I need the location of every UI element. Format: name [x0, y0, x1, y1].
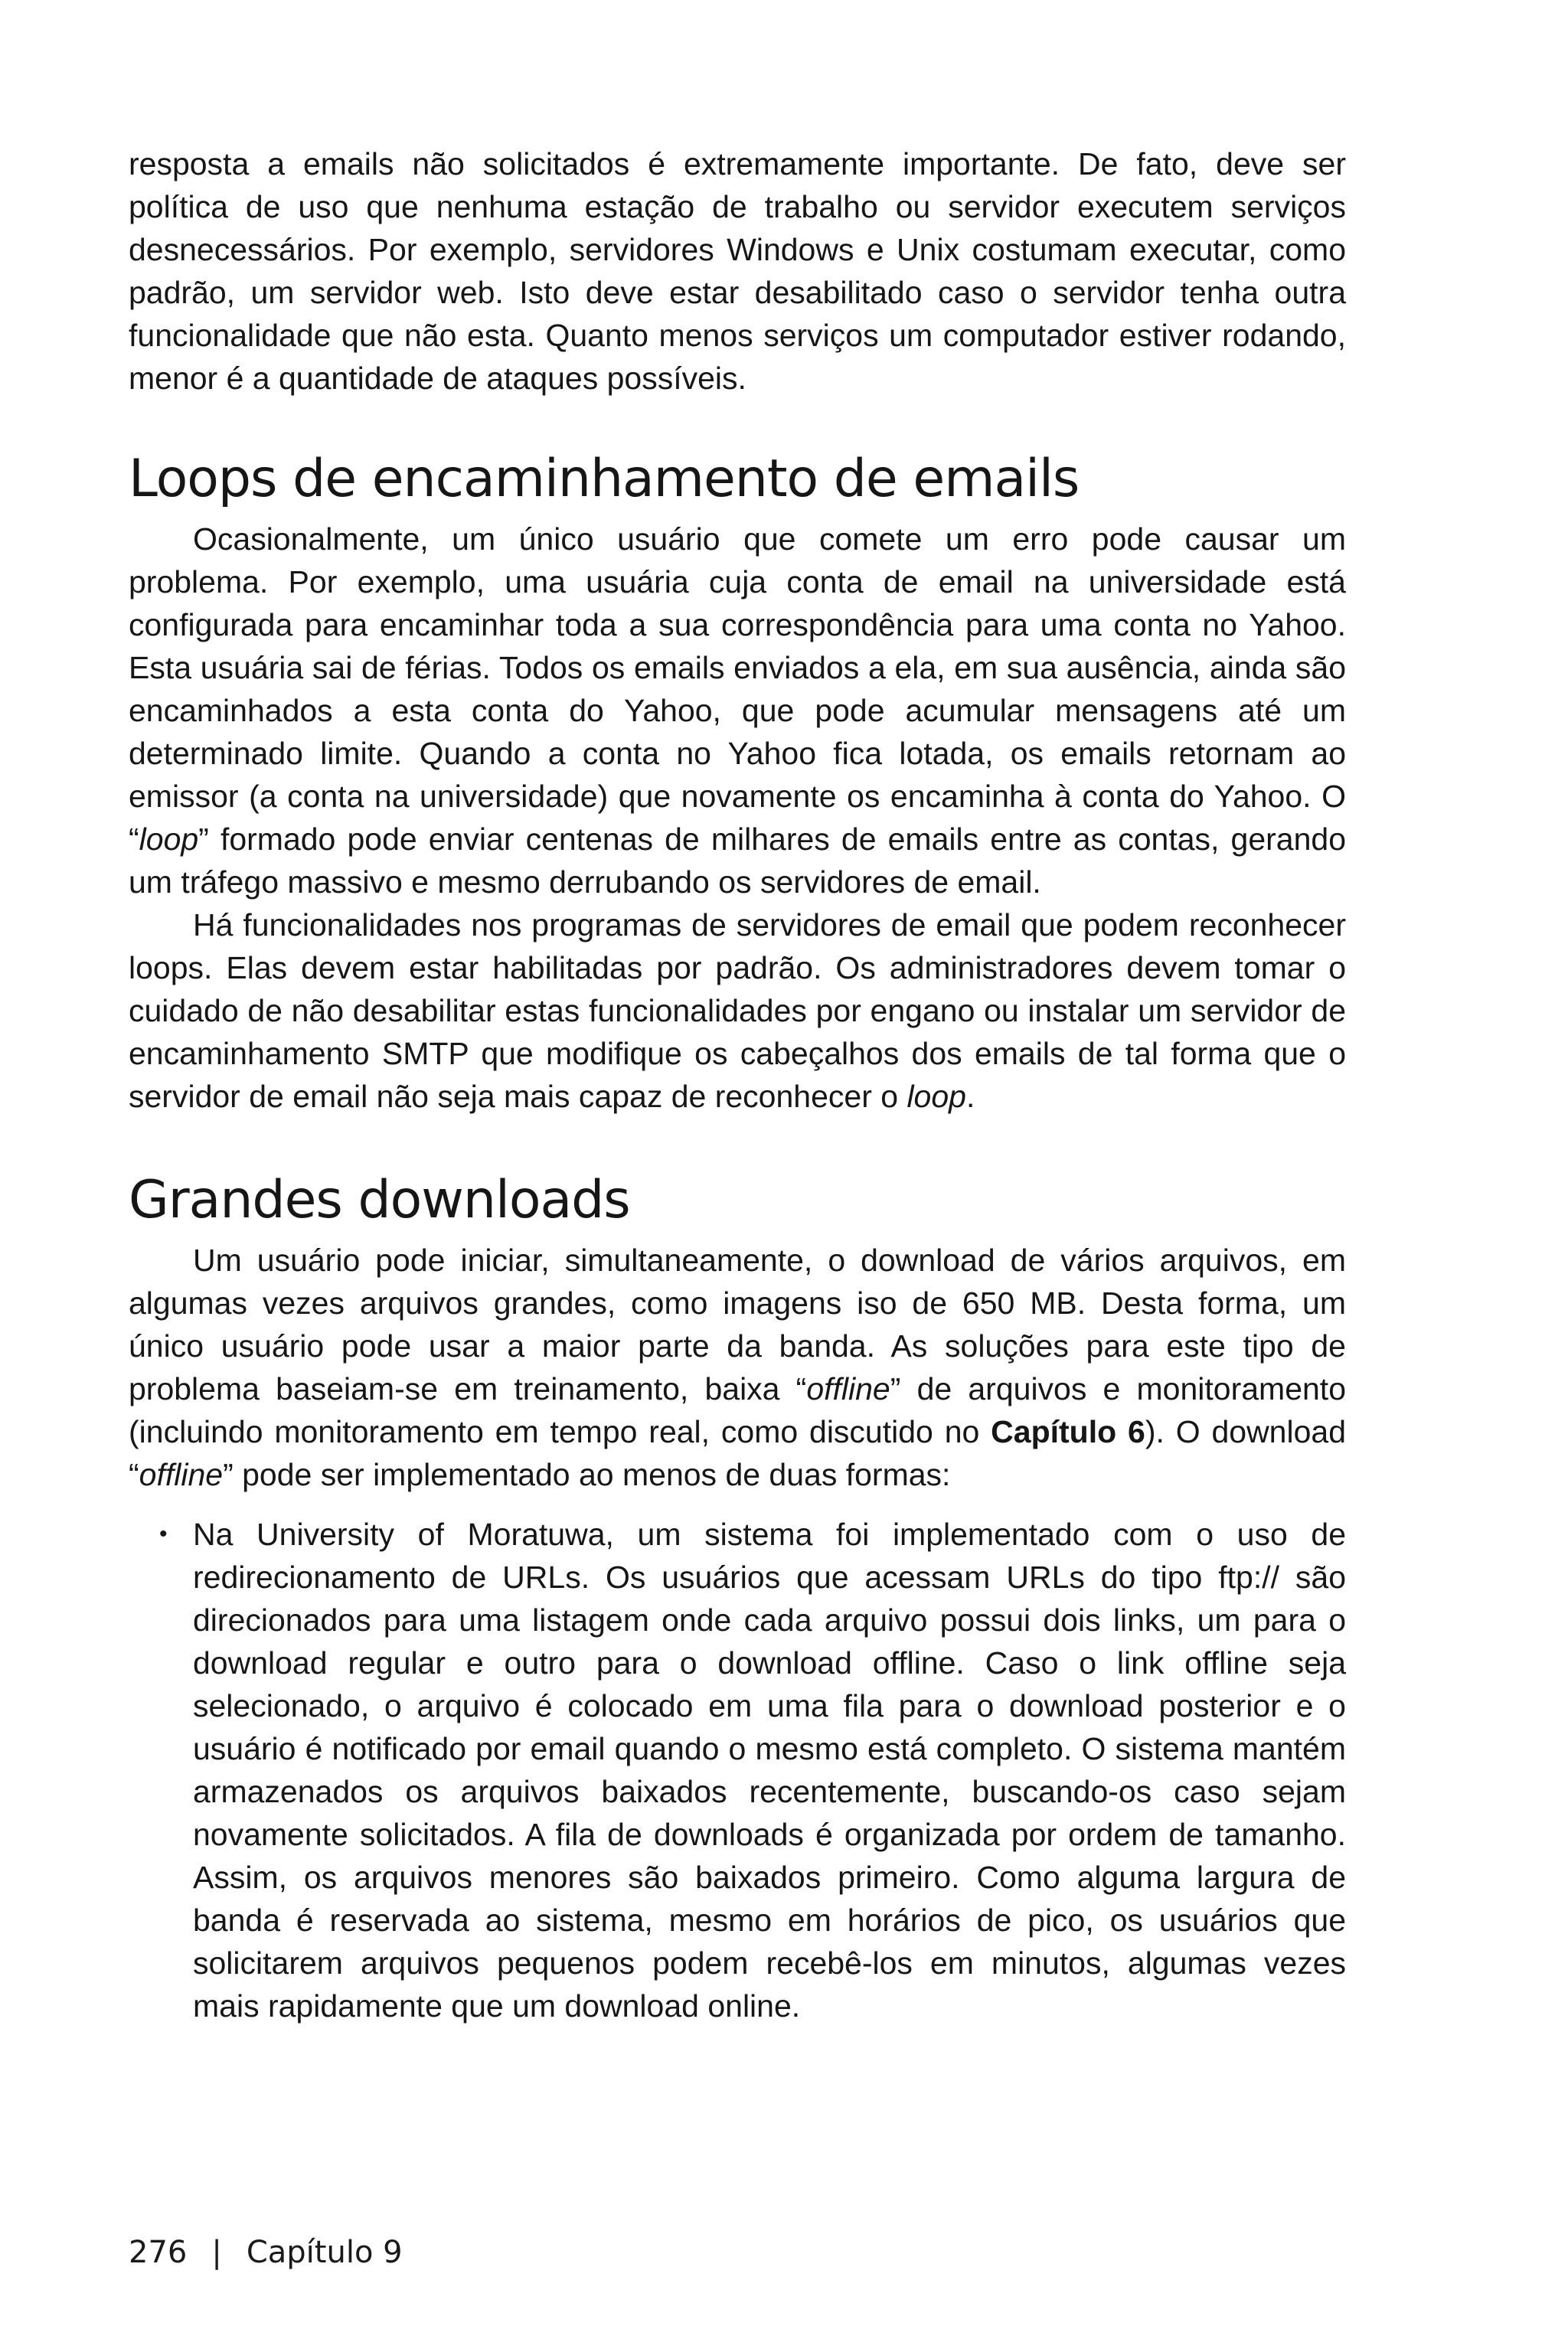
intro-paragraph: resposta a emails não solicitados é extremamente importante. De fato, deve ser política de uso que nenhuma estação de trabalho ou servidor executem serviços desnecessários. Por exemplo, servidores Windows e Unix costumam executar, como padrão, um servidor web. Isto deve estar desabilitado caso o servidor tenha outra funcionalidade que não esta. Quanto menos serviços um computador estiver rodando, menor é a quantidade de ataques possíveis.: [129, 146, 1346, 396]
chapter-reference: Capítulo 6: [991, 1414, 1145, 1449]
page-footer: [129, 2230, 403, 2275]
page-body: [129, 142, 1346, 2027]
text-run: Há funcionalidades nos programas de servidores de email que podem reconhecer loops. Elas devem estar habilitadas por padrão. Os administradores devem tomar o cuidado de não desabilitar estas funcionalidades por engano ou instalar um servidor de encaminhamento SMTP que modifique os cabeçalhos dos emails de tal forma que o servidor de email não seja mais capaz de reconhecer o: [129, 907, 1346, 1114]
text-run: ). O download “: [129, 1414, 1346, 1492]
section-heading-loops: Loops de encaminhamento de emails: [129, 449, 1080, 509]
section-heading-downloads: Grandes downloads: [129, 1170, 630, 1230]
emphasis: loop: [906, 1079, 966, 1114]
chapter-label: Capítulo 9: [246, 2235, 403, 2270]
text-run: Um usuário pode iniciar, simultaneamente, o download de vários arquivos, em algumas vezes arquivos grandes, como imagens iso de 650 MB. Desta forma, um único usuário pode usar a maior parte da banda. As soluções para este tipo de problema baseiam-se em treinamento, baixa “: [129, 1243, 1346, 1406]
emphasis: offline: [139, 1457, 224, 1492]
bullet-list: [129, 1513, 1346, 2027]
emphasis: offline: [806, 1371, 890, 1406]
loops-paragraph-1: [129, 518, 1346, 903]
loops-paragraph-2: [129, 903, 1346, 1118]
list-item: [129, 1513, 1346, 2027]
text-run: .: [965, 1079, 975, 1114]
emphasis: loop: [139, 822, 199, 857]
bullet-icon: •: [159, 1521, 168, 1547]
list-item-text: Na University of Moratuwa, um sistema foi implementado com o uso de redirecionamento de URLs. Os usuários que acessam URLs do tipo ftp:// são direcionados para uma listagem onde cada arquivo possui dois links, um para o download regular e outro para o download offline. Caso o link offline seja selecionado, o arquivo é colocado em uma fila para o download posterior e o usuário é notificado por email quando o mesmo está completo. O sistema mantém armazenados os arquivos baixados recentemente, buscando-os caso sejam novamente solicitados. A fila de downloads é organizada por ordem de tamanho. Assim, os arquivos menores são baixados primeiro. Como alguma largura de banda é reservada ao sistema, mesmo em horários de pico, os usuários que solicitarem arquivos pequenos podem recebê-los em minutos, algumas vezes mais rapidamente que um download online.: [193, 1517, 1346, 2024]
text-run: ” formado pode enviar centenas de milhares de emails entre as contas, gerando um tráfego massivo e mesmo derrubando os servidores de email.: [129, 822, 1346, 900]
text-run: Ocasionalmente, um único usuário que comete um erro pode causar um problema. Por exemplo, uma usuária cuja conta de email na universidade está configurada para encaminhar toda a sua correspondência para uma conta no Yahoo. Esta usuária sai de férias. Todos os emails enviados a ela, em sua ausência, ainda são encaminhados a esta conta do Yahoo, que pode acumular mensagens até um determinado limite. Quando a conta no Yahoo fica lotada, os emails retornam ao emissor (a conta na universidade) que novamente os encaminha à conta do Yahoo. O “: [129, 521, 1346, 857]
text-run: ” pode ser implementado ao menos de duas formas:: [223, 1457, 951, 1492]
text-run: ” de arquivos e monitoramento (incluindo monitoramento em tempo real, como discutido no: [129, 1371, 1346, 1449]
downloads-paragraph-1: [129, 1239, 1346, 1496]
page-number: 276: [129, 2235, 188, 2270]
footer-separator: |: [211, 2235, 222, 2270]
